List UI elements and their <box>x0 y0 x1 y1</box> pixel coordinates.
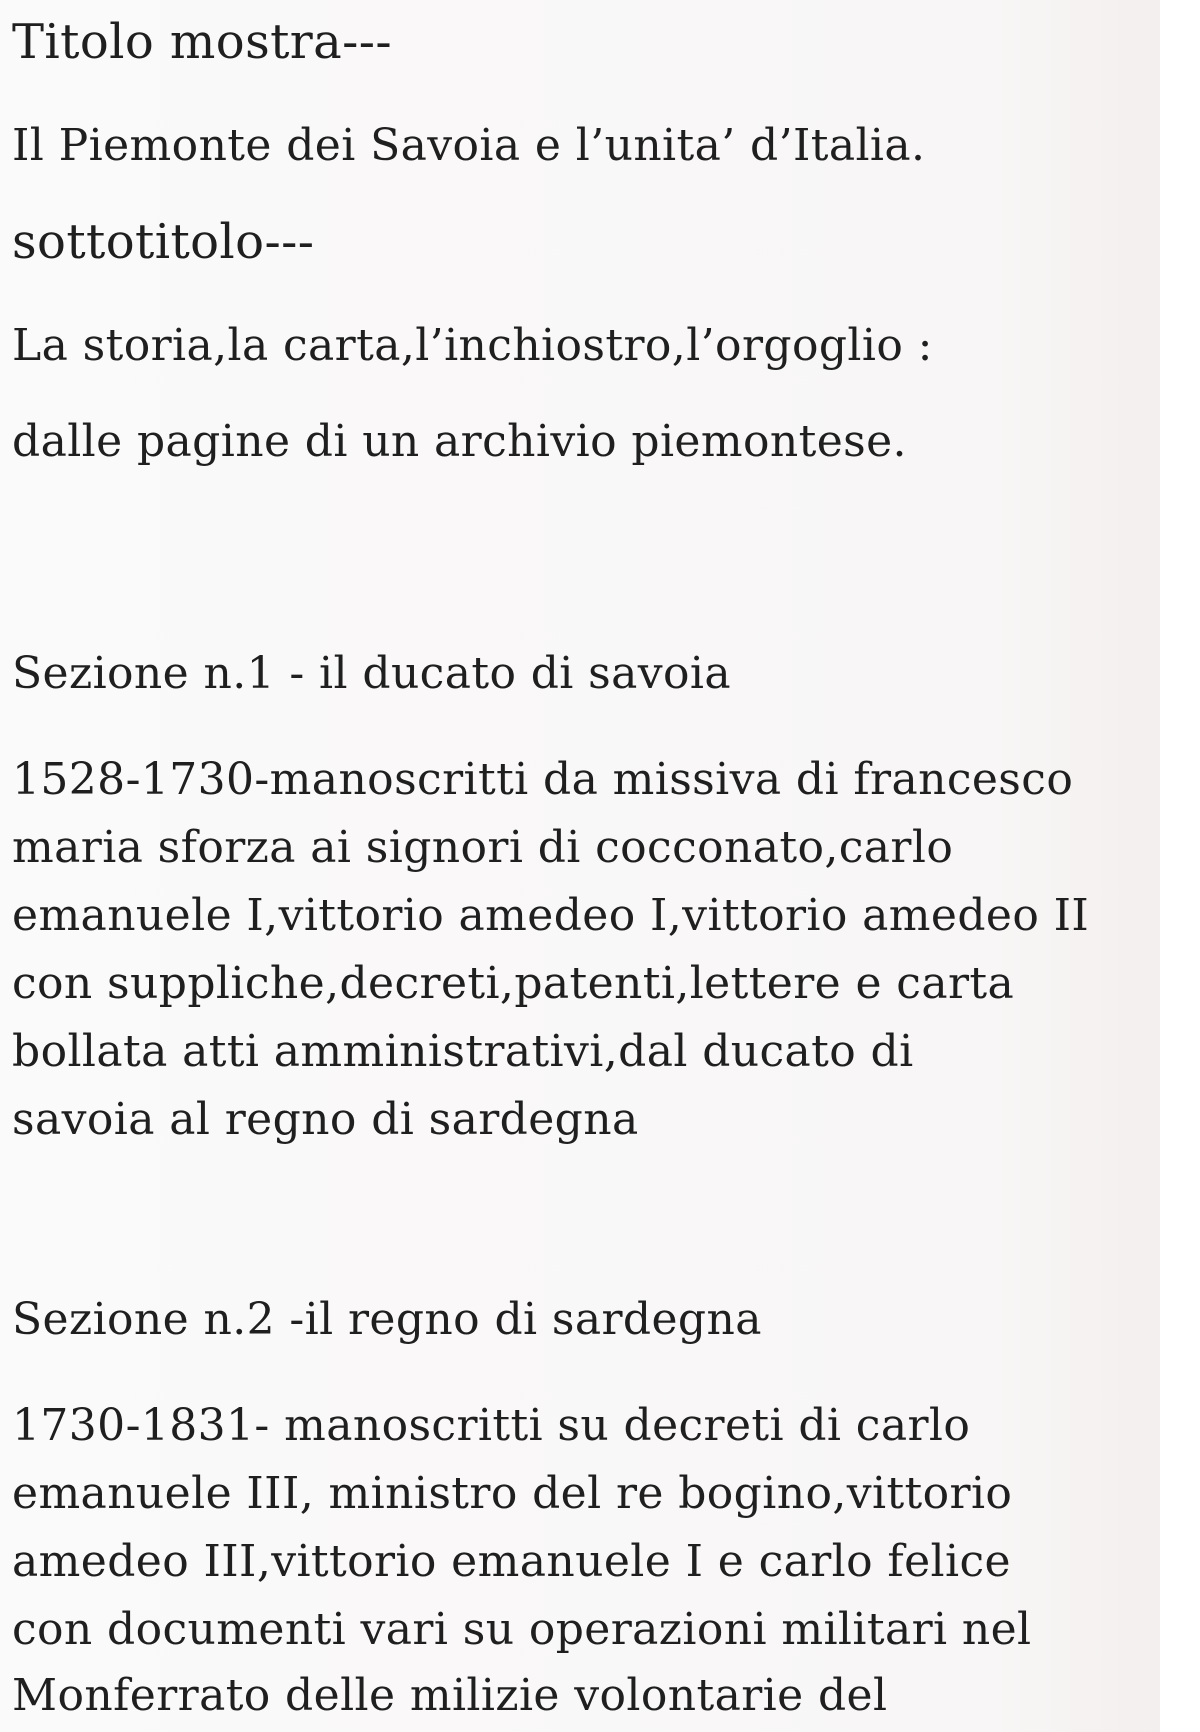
section-1-line: con suppliche,decreti,patenti,lettere e carta <box>12 958 1015 1009</box>
section-2-line: emanuele III, ministro del re bogino,vittorio <box>12 1468 1013 1519</box>
section-2-line: 1730-1831- manoscritti su decreti di carlo <box>12 1400 971 1451</box>
section-2-line: amedeo III,vittorio emanuele I e carlo felice <box>12 1536 1011 1587</box>
section-1-line: emanuele I,vittorio amedeo I,vittorio amedeo II <box>12 890 1090 941</box>
section-1-line: maria sforza ai signori di cocconato,carlo <box>12 822 954 873</box>
section-1-heading: Sezione n.1 - il ducato di savoia <box>12 648 732 699</box>
section-2-line: con documenti vari su operazioni militari nel <box>12 1604 1032 1655</box>
subtitle-line: dalle pagine di un archivio piemontese. <box>12 416 907 467</box>
section-1-line: bollata atti amministrativi,dal ducato di <box>12 1026 914 1077</box>
section-2-heading: Sezione n.2 -il regno di sardegna <box>12 1294 762 1345</box>
subtitle-line: La storia,la carta,l’inchiostro,l’orgoglio : <box>12 320 933 371</box>
title-label: Titolo mostra--- <box>12 14 393 70</box>
subtitle-label: sottotitolo--- <box>12 214 315 270</box>
section-1-line: savoia al regno di sardegna <box>12 1094 639 1145</box>
exhibition-title: Il Piemonte dei Savoia e l’unita’ d’Italia. <box>12 120 926 171</box>
section-1-line: 1528-1730-manoscritti da missiva di francesco <box>12 754 1074 805</box>
right-margin <box>1160 0 1200 1732</box>
section-2-line: Monferrato delle milizie volontarie del <box>12 1670 888 1721</box>
